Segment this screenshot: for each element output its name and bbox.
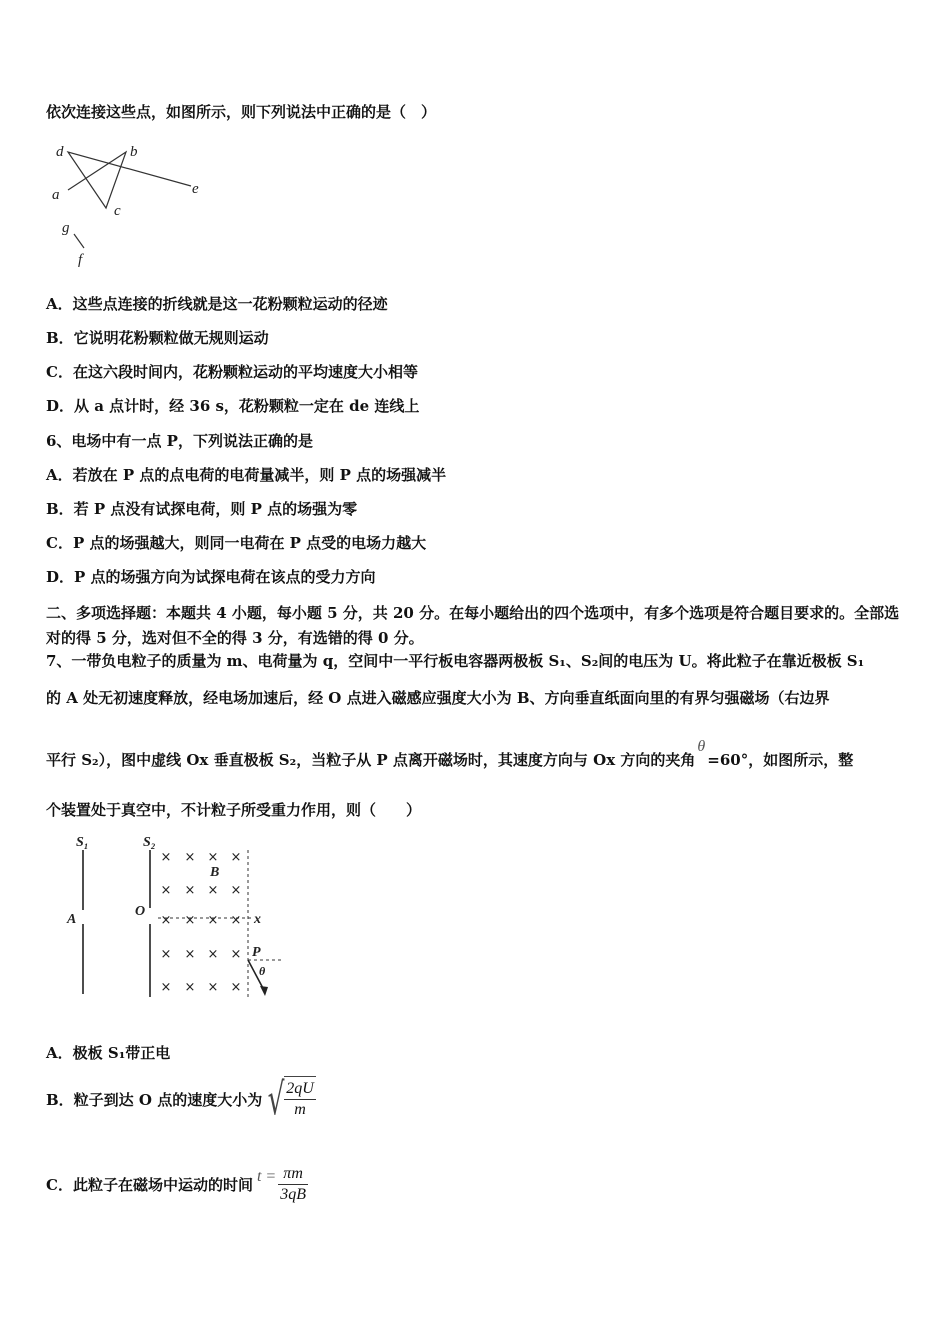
svg-text:×: × <box>184 913 196 928</box>
q7-line-3 <box>46 738 854 771</box>
point-c-label: c <box>114 203 121 219</box>
point-g-label: g <box>62 220 70 236</box>
trajectory-segment-gf <box>74 234 84 248</box>
svg-text:×: × <box>160 913 172 928</box>
label-a: A <box>67 912 77 927</box>
sqrt-expression: √ $\frac{2qU}{m}$ <box>267 1074 314 1125</box>
point-e-label: e <box>192 181 199 197</box>
svg-text:×: × <box>230 883 242 898</box>
svg-text:×: × <box>230 980 242 995</box>
svg-text:×: × <box>207 883 219 898</box>
q5-option-a: A．这些点连接的折线就是这一花粉颗粒运动的径迹 <box>46 295 388 313</box>
label-s2: S₂ <box>143 835 156 850</box>
svg-text:×: × <box>160 947 172 962</box>
q7-option-b <box>46 1076 316 1124</box>
svg-text:×: × <box>184 947 196 962</box>
field-crosses <box>161 850 242 995</box>
time-denominator: 3qB <box>280 1186 306 1203</box>
svg-text:×: × <box>160 883 172 898</box>
theta-symbol: θ <box>697 738 706 755</box>
point-f-label: f <box>78 252 83 268</box>
q7-option-a: A．极板 S₁带正电 <box>46 1044 171 1062</box>
svg-text:×: × <box>207 947 219 962</box>
q6-option-d: D．P 点的场强方向为试探电荷在该点的受力方向 <box>46 568 376 586</box>
q5-option-b: B．它说明花粉颗粒做无规则运动 <box>46 329 269 347</box>
q7-option-c-text: C．此粒子在磁场中运动的时间 <box>46 1175 253 1194</box>
q7-line-3b: =60°，如图所示，整 <box>707 751 854 769</box>
svg-text:×: × <box>184 980 196 995</box>
q7-line-4: 个装置处于真空中，不计粒子所受重力作用，则（ ） <box>46 801 422 819</box>
time-numerator: πm <box>278 1164 308 1185</box>
svg-text:×: × <box>230 947 242 962</box>
capacitor-field-figure <box>46 832 296 1004</box>
svg-text:×: × <box>184 883 196 898</box>
point-b-label: b <box>130 144 138 160</box>
label-o: O <box>135 904 146 919</box>
svg-text:×: × <box>230 913 242 928</box>
label-p: P <box>252 945 261 960</box>
label-x: x <box>254 912 261 927</box>
q7-line-3a: 平行 S₂），图中虚线 Ox 垂直极板 S₂，当粒子从 P 点离开磁场时，其速度方向与 Ox 方向的夹角 <box>46 751 696 769</box>
q6-option-b: B．若 P 点没有试探电荷，则 P 点的场强为零 <box>46 500 358 518</box>
point-d-label: d <box>56 144 64 160</box>
svg-text:×: × <box>207 980 219 995</box>
svg-text:×: × <box>160 980 172 995</box>
q7-line-1: 7、一带负电粒子的质量为 m、电荷量为 q，空间中一平行板电容器两极板 S₁、S₂间的电压为 U。将此粒子在靠近极板 S₁ <box>46 652 865 670</box>
label-theta: θ <box>259 964 266 978</box>
label-s1: S₁ <box>76 835 89 850</box>
q5-option-c: C．在这六段时间内，花粉颗粒运动的平均速度大小相等 <box>46 363 418 381</box>
q7-line-2: 的 A 处无初速度释放，经电场加速后，经 O 点进入磁感应强度大小为 B、方向垂直纸面向里的有界匀强磁场（右边界 <box>46 689 830 707</box>
intro-text: 依次连接这些点，如图所示，则下列说法中正确的是（ ） <box>46 103 437 121</box>
point-a-label: a <box>52 187 60 203</box>
velocity-arrowhead <box>260 986 268 996</box>
q7-option-b-text: B．粒子到达 O 点的速度大小为 <box>46 1091 263 1109</box>
q5-option-d: D．从 a 点计时，经 36 s，花粉颗粒一定在 de 连线上 <box>46 397 420 415</box>
q6-option-c: C．P 点的场强越大，则同一电荷在 P 点受的电场力越大 <box>46 534 427 552</box>
svg-text:×: × <box>207 850 219 865</box>
section-2-heading: 二、多项选择题：本题共 4 小题，每小题 5 分，共 20 分。在每小题给出的四个选项中，有多个选项是符合题目要求的。全部选对的得 5 分，选对但不全的得 3 分，有选错的得 0 分。 <box>46 604 900 647</box>
svg-text:×: × <box>207 913 219 928</box>
label-b: B <box>210 865 220 880</box>
q7-option-c <box>46 1164 308 1205</box>
time-lhs: t = <box>256 1167 277 1185</box>
trajectory-figure <box>46 138 216 273</box>
q6-option-a: A．若放在 P 点的点电荷的电荷量减半，则 P 点的场强减半 <box>46 466 447 484</box>
sqrt-numerator: 2qU <box>284 1079 316 1100</box>
svg-text:×: × <box>160 850 172 865</box>
sqrt-denominator: m <box>294 1101 306 1118</box>
svg-text:×: × <box>184 850 196 865</box>
q6-stem: 6、电场中有一点 P，下列说法正确的是 <box>46 432 313 450</box>
svg-text:×: × <box>230 850 242 865</box>
trajectory-path <box>68 152 191 208</box>
